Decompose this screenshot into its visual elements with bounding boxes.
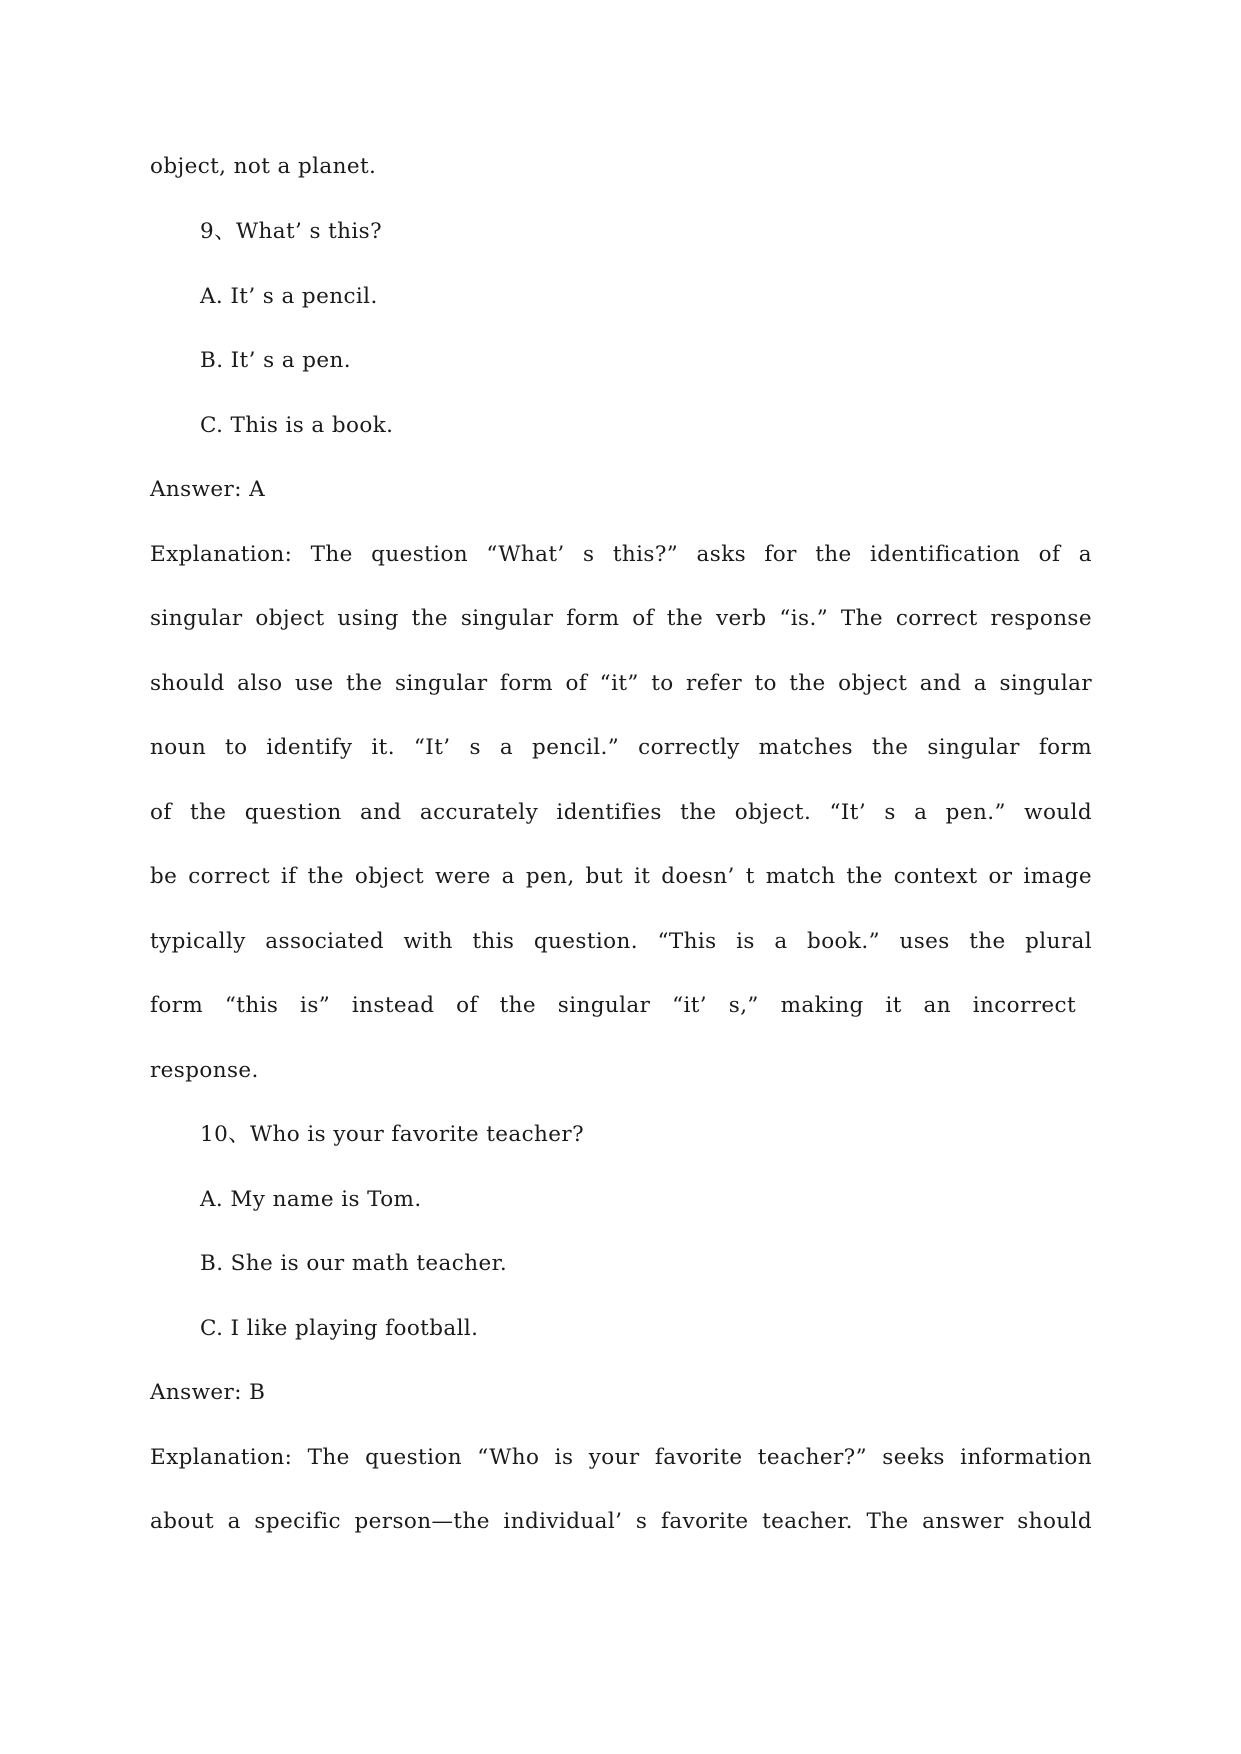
question-10-option-c: C. I like playing football. xyxy=(200,1316,479,1341)
question-9-option-b: B. It’ s a pen. xyxy=(200,348,351,373)
question-9-option-a: A. It’ s a pencil. xyxy=(200,284,378,309)
question-9-explanation-line: of the question and accurately identifies the object. “It’ s a pen.” would xyxy=(150,800,1092,825)
question-10-answer: Answer: B xyxy=(150,1380,266,1405)
question-9: 9、What’ s this? xyxy=(200,219,383,244)
question-9-explanation-line: singular object using the singular form of the verb “is.” The correct response xyxy=(150,606,1092,631)
question-9-explanation-line: be correct if the object were a pen, but it doesn’ t match the context or image xyxy=(150,864,1092,889)
question-10: 10、Who is your favorite teacher? xyxy=(200,1122,584,1147)
question-10-explanation-line: about a specific person—the individual’ s favorite teacher. The answer should xyxy=(150,1509,1092,1534)
question-9-answer: Answer: A xyxy=(150,477,266,502)
question-10-explanation-line: Explanation: The question “Who is your favorite teacher?” seeks information xyxy=(150,1445,1092,1470)
question-10-option-a: A. My name is Tom. xyxy=(200,1187,422,1212)
question-9-option-c: C. This is a book. xyxy=(200,413,394,438)
question-10-option-b: B. She is our math teacher. xyxy=(200,1251,508,1276)
question-9-explanation-line: noun to identify it. “It’ s a pencil.” correctly matches the singular form xyxy=(150,735,1092,760)
continued-text-line: object, not a planet. xyxy=(150,154,377,179)
question-9-explanation-line: should also use the singular form of “it” to refer to the object and a singular xyxy=(150,671,1092,696)
question-9-explanation-line: typically associated with this question. “This is a book.” uses the plural xyxy=(150,929,1092,954)
question-9-explanation-line: Explanation: The question “What’ s this?” asks for the identification of a xyxy=(150,542,1092,567)
question-9-explanation-line: response. xyxy=(150,1058,259,1083)
question-9-explanation-line: form “this is” instead of the singular “it’ s,” making it an incorrect xyxy=(150,993,1076,1018)
